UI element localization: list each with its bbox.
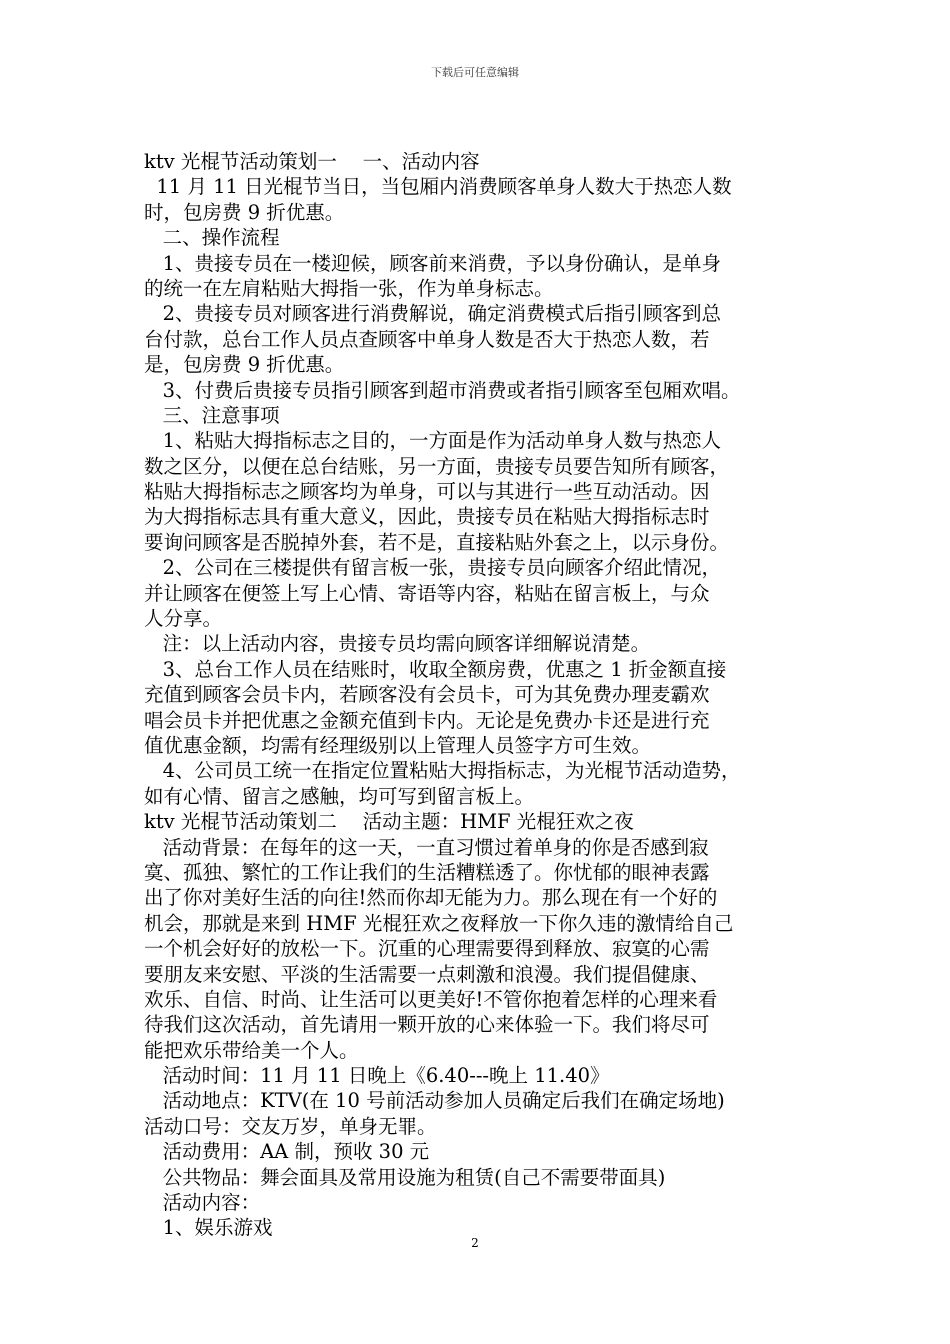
text-line: 11 月 11 日光棍节当日，当包厢内消费顾客单身人数大于热恋人数 <box>144 175 732 199</box>
text-line: 能把欢乐带给美一个人。 <box>144 1038 359 1062</box>
text-line: 一个机会好好的放松一下。沉重的心理需要得到释放、寂寞的心需 <box>144 937 710 961</box>
text-line: ktv 光棍节活动策划一 一、活动内容 <box>144 150 480 173</box>
text-line: 1、娱乐游戏 <box>144 1216 273 1240</box>
text-line: 要朋友来安慰、平淡的生活需要一点刺激和浪漫。我们提倡健康、 <box>144 962 710 986</box>
header-note: 下载后可任意编辑 <box>431 66 519 79</box>
text-line: 的统一在左肩粘贴大拇指一张，作为单身标志。 <box>144 276 554 300</box>
text-line: 台付款，总台工作人员点查顾客中单身人数是否大于热恋人数，若 <box>144 327 710 351</box>
text-line: 时，包房费 9 折优惠。 <box>144 200 345 224</box>
text-line: 活动费用：AA 制，预收 30 元 <box>144 1140 430 1164</box>
text-line: 三、注意事项 <box>144 403 280 427</box>
text-line: 并让顾客在便签上写上心情、寄语等内容，粘贴在留言板上，与众 <box>144 581 710 605</box>
page-number: 2 <box>471 1236 479 1250</box>
text-line: 要询问顾客是否脱掉外套，若不是，直接粘贴外套之上，以示身份。 <box>144 530 730 554</box>
text-line: 活动口号：交友万岁，单身无罪。 <box>144 1114 437 1138</box>
text-line: 公共物品：舞会面具及常用设施为租赁(自己不需要带面具) <box>144 1165 666 1189</box>
text-line: 出了你对美好生活的向往!然而你却无能为力。那么现在有一个好的 <box>144 886 718 910</box>
text-line: 活动时间：11 月 11 日晚上《6.40---晚上 11.40》 <box>144 1064 610 1088</box>
text-line: 充值到顾客会员卡内，若顾客没有会员卡，可为其免费办理麦霸欢 <box>144 683 710 707</box>
text-line: 数之区分，以便在总台结账，另一方面，贵接专员要告知所有顾客， <box>144 454 730 478</box>
text-line: ktv 光棍节活动策划二 活动主题：HMF 光棍狂欢之夜 <box>144 810 634 834</box>
text-line: 注：以上活动内容，贵接专员均需向顾客详细解说清楚。 <box>144 632 651 656</box>
text-line: 4、公司员工统一在指定位置粘贴大拇指标志，为光棍节活动造势， <box>144 759 741 783</box>
text-line: 活动地点：KTV(在 10 号前活动参加人员确定后我们在确定场地) <box>144 1089 725 1113</box>
text-line: 活动内容： <box>144 1191 261 1215</box>
text-line: 如有心情、留言之感触，均可写到留言板上。 <box>144 784 535 808</box>
document-body <box>144 149 810 1241</box>
text-line: 1、贵接专员在一楼迎候，顾客前来消费，予以身份确认，是单身 <box>144 251 722 275</box>
text-line: 为大拇指标志具有重大意义，因此，贵接专员在粘贴大拇指标志时 <box>144 505 710 529</box>
text-line: 值优惠金额，均需有经理级别以上管理人员签字方可生效。 <box>144 733 652 757</box>
text-line: 是，包房费 9 折优惠。 <box>144 353 345 377</box>
text-line: 寞、孤独、繁忙的工作让我们的生活糟糕透了。你忧郁的眼神表露 <box>144 860 710 884</box>
text-line: 2、贵接专员对顾客进行消费解说，确定消费模式后指引顾客到总 <box>144 302 722 326</box>
text-line: 活动背景：在每年的这一天，一直习惯过着单身的你是否感到寂 <box>144 835 709 859</box>
text-line: 唱会员卡并把优惠之金额充值到卡内。无论是免费办卡还是进行充 <box>144 708 710 732</box>
text-line: 人分享。 <box>144 607 223 631</box>
text-line: 二、操作流程 <box>144 226 280 250</box>
text-line: 机会，那就是来到 HMF 光棍狂欢之夜释放一下你久违的激情给自己 <box>144 911 734 935</box>
text-line: 欢乐、自信、时尚、让生活可以更美好!不管你抱着怎样的心理来看 <box>144 987 718 1011</box>
text-line: 3、付费后贵接专员指引顾客到超市消费或者指引顾客至包厢欢唱。 <box>144 378 741 402</box>
text-line: 1、粘贴大拇指标志之目的，一方面是作为活动单身人数与热恋人 <box>144 429 722 453</box>
text-line: 粘贴大拇指标志之顾客均为单身，可以与其进行一些互动活动。因 <box>144 480 710 504</box>
text-line: 2、公司在三楼提供有留言板一张，贵接专员向顾客介绍此情况， <box>144 556 722 580</box>
text-line: 3、总台工作人员在结账时，收取全额房费，优惠之 1 折金额直接 <box>144 657 727 681</box>
text-line: 待我们这次活动，首先请用一颗开放的心来体验一下。我们将尽可 <box>144 1013 710 1037</box>
